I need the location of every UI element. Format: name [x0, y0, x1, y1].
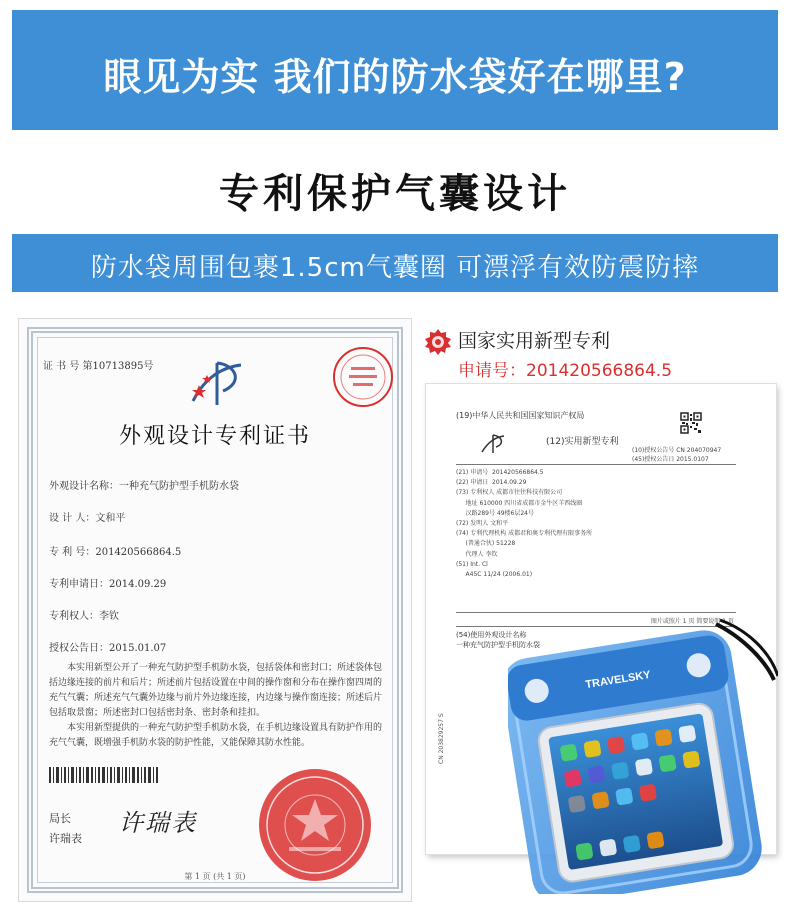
- field-patent-number: 专 利 号：201420566864.5: [49, 547, 182, 558]
- bag-brand-text: TRAVELSKY: [584, 668, 652, 692]
- document-side-code: CN 203829257 S: [438, 713, 445, 764]
- signer-block: [49, 809, 82, 849]
- publication-number: (10)授权公告号 CN 204070947: [632, 447, 722, 454]
- top-banner: [12, 10, 778, 130]
- agency-stamp-icon: [331, 345, 395, 409]
- patent-certificate: [18, 318, 412, 902]
- barcode-icon: [49, 767, 159, 783]
- certificate-number: 证 书 号 第10713895号: [43, 361, 154, 372]
- design-name-label: (54)使用外观设计名称: [456, 631, 527, 639]
- document-divider: [456, 612, 736, 613]
- field-application-date: 专利申请日：2014.09.29: [49, 579, 167, 590]
- sub-banner-text: 防水袋周围包裹1.5cm气囊圈 可漂浮有效防震防摔: [90, 253, 700, 283]
- bibliographic-fields: (21) 申请号 201420566864.5 (22) 申请日 2014.09.29 (73) 专利权人 成都市往往科技有限公司 地址 610000 四川省成都市金牛区羊西线圈 汉路289号 49楼6层24号 (72) 发明人 文和平 (74) 专利代理机构 成都君和奥专利代理有限事务所 (普通合伙) 51228 代理人 李钦 (51) Int. Cl A45C 11/24 (2006.01): [456, 469, 593, 579]
- certificate-title: 外观设计专利证书: [118, 424, 311, 449]
- document-page-note: 图片或照片 1 页 简要说明 1 页: [650, 618, 734, 625]
- official-seal-icon: [255, 765, 375, 885]
- waterproof-phone-bag-image: [508, 618, 778, 894]
- signer-name: 许瑞表: [49, 832, 82, 845]
- publication-date: (45)授权公告日 2015.0107: [632, 456, 709, 463]
- top-banner-text: 眼见为实 我们的防水袋好在哪里?: [103, 55, 687, 99]
- field-patentee: 专利权人：李钦: [49, 611, 119, 622]
- application-number: 申请号：201420566864.5: [458, 361, 673, 381]
- field-design-name: 外观设计名称：一种充气防护型手机防水袋: [49, 481, 239, 492]
- handwritten-signature: 许瑞表: [119, 809, 197, 837]
- document-divider: [456, 464, 736, 465]
- utility-patent-title: 国家实用新型专利: [458, 330, 611, 352]
- section-title: 专利保护气囊设计: [219, 171, 571, 217]
- field-grant-date: 授权公告日：2015.01.07: [49, 643, 167, 654]
- patent-office-logo-icon: [183, 357, 249, 411]
- abstract-paragraph: 本实用新型提供的一种充气防护型手机防水袋，在手机边缘设置具有防护作用的充气气囊，既增强手机防水袋的防护性能，又能保障其防水性能。: [49, 723, 383, 748]
- patent-office-logo-icon: [478, 432, 508, 456]
- sub-banner: [12, 234, 778, 292]
- certificate-abstract: [49, 661, 385, 751]
- field-designer: 设 计 人：文和平: [49, 513, 126, 524]
- abstract-paragraph: 本实用新型公开了一种充气防护型手机防水袋，包括袋体和密封口；所述袋体包括边缘连接的前片和后片；所述前片包括设置在中间的操作窗和分布在操作窗四周的充气气囊；所述充气气囊外边缘与前片外边缘连接，内边缘与操作窗连接；所述后片包括取景窗；所述密封口包括密封条、密封条和挂扣。: [49, 663, 383, 718]
- design-name-value: 一种充气防护型手机防水袋: [456, 641, 540, 649]
- qr-code-icon: [680, 412, 702, 434]
- award-badge-icon: [424, 328, 452, 356]
- document-header: (19)中华人民共和国国家知识产权局: [456, 411, 585, 420]
- publication-numbers: [632, 446, 721, 464]
- signer-title: 局长: [49, 812, 71, 825]
- document-kind: (12)实用新型专利: [546, 437, 619, 447]
- certificate-page-number: 第 1 页 (共 1 页): [184, 872, 246, 881]
